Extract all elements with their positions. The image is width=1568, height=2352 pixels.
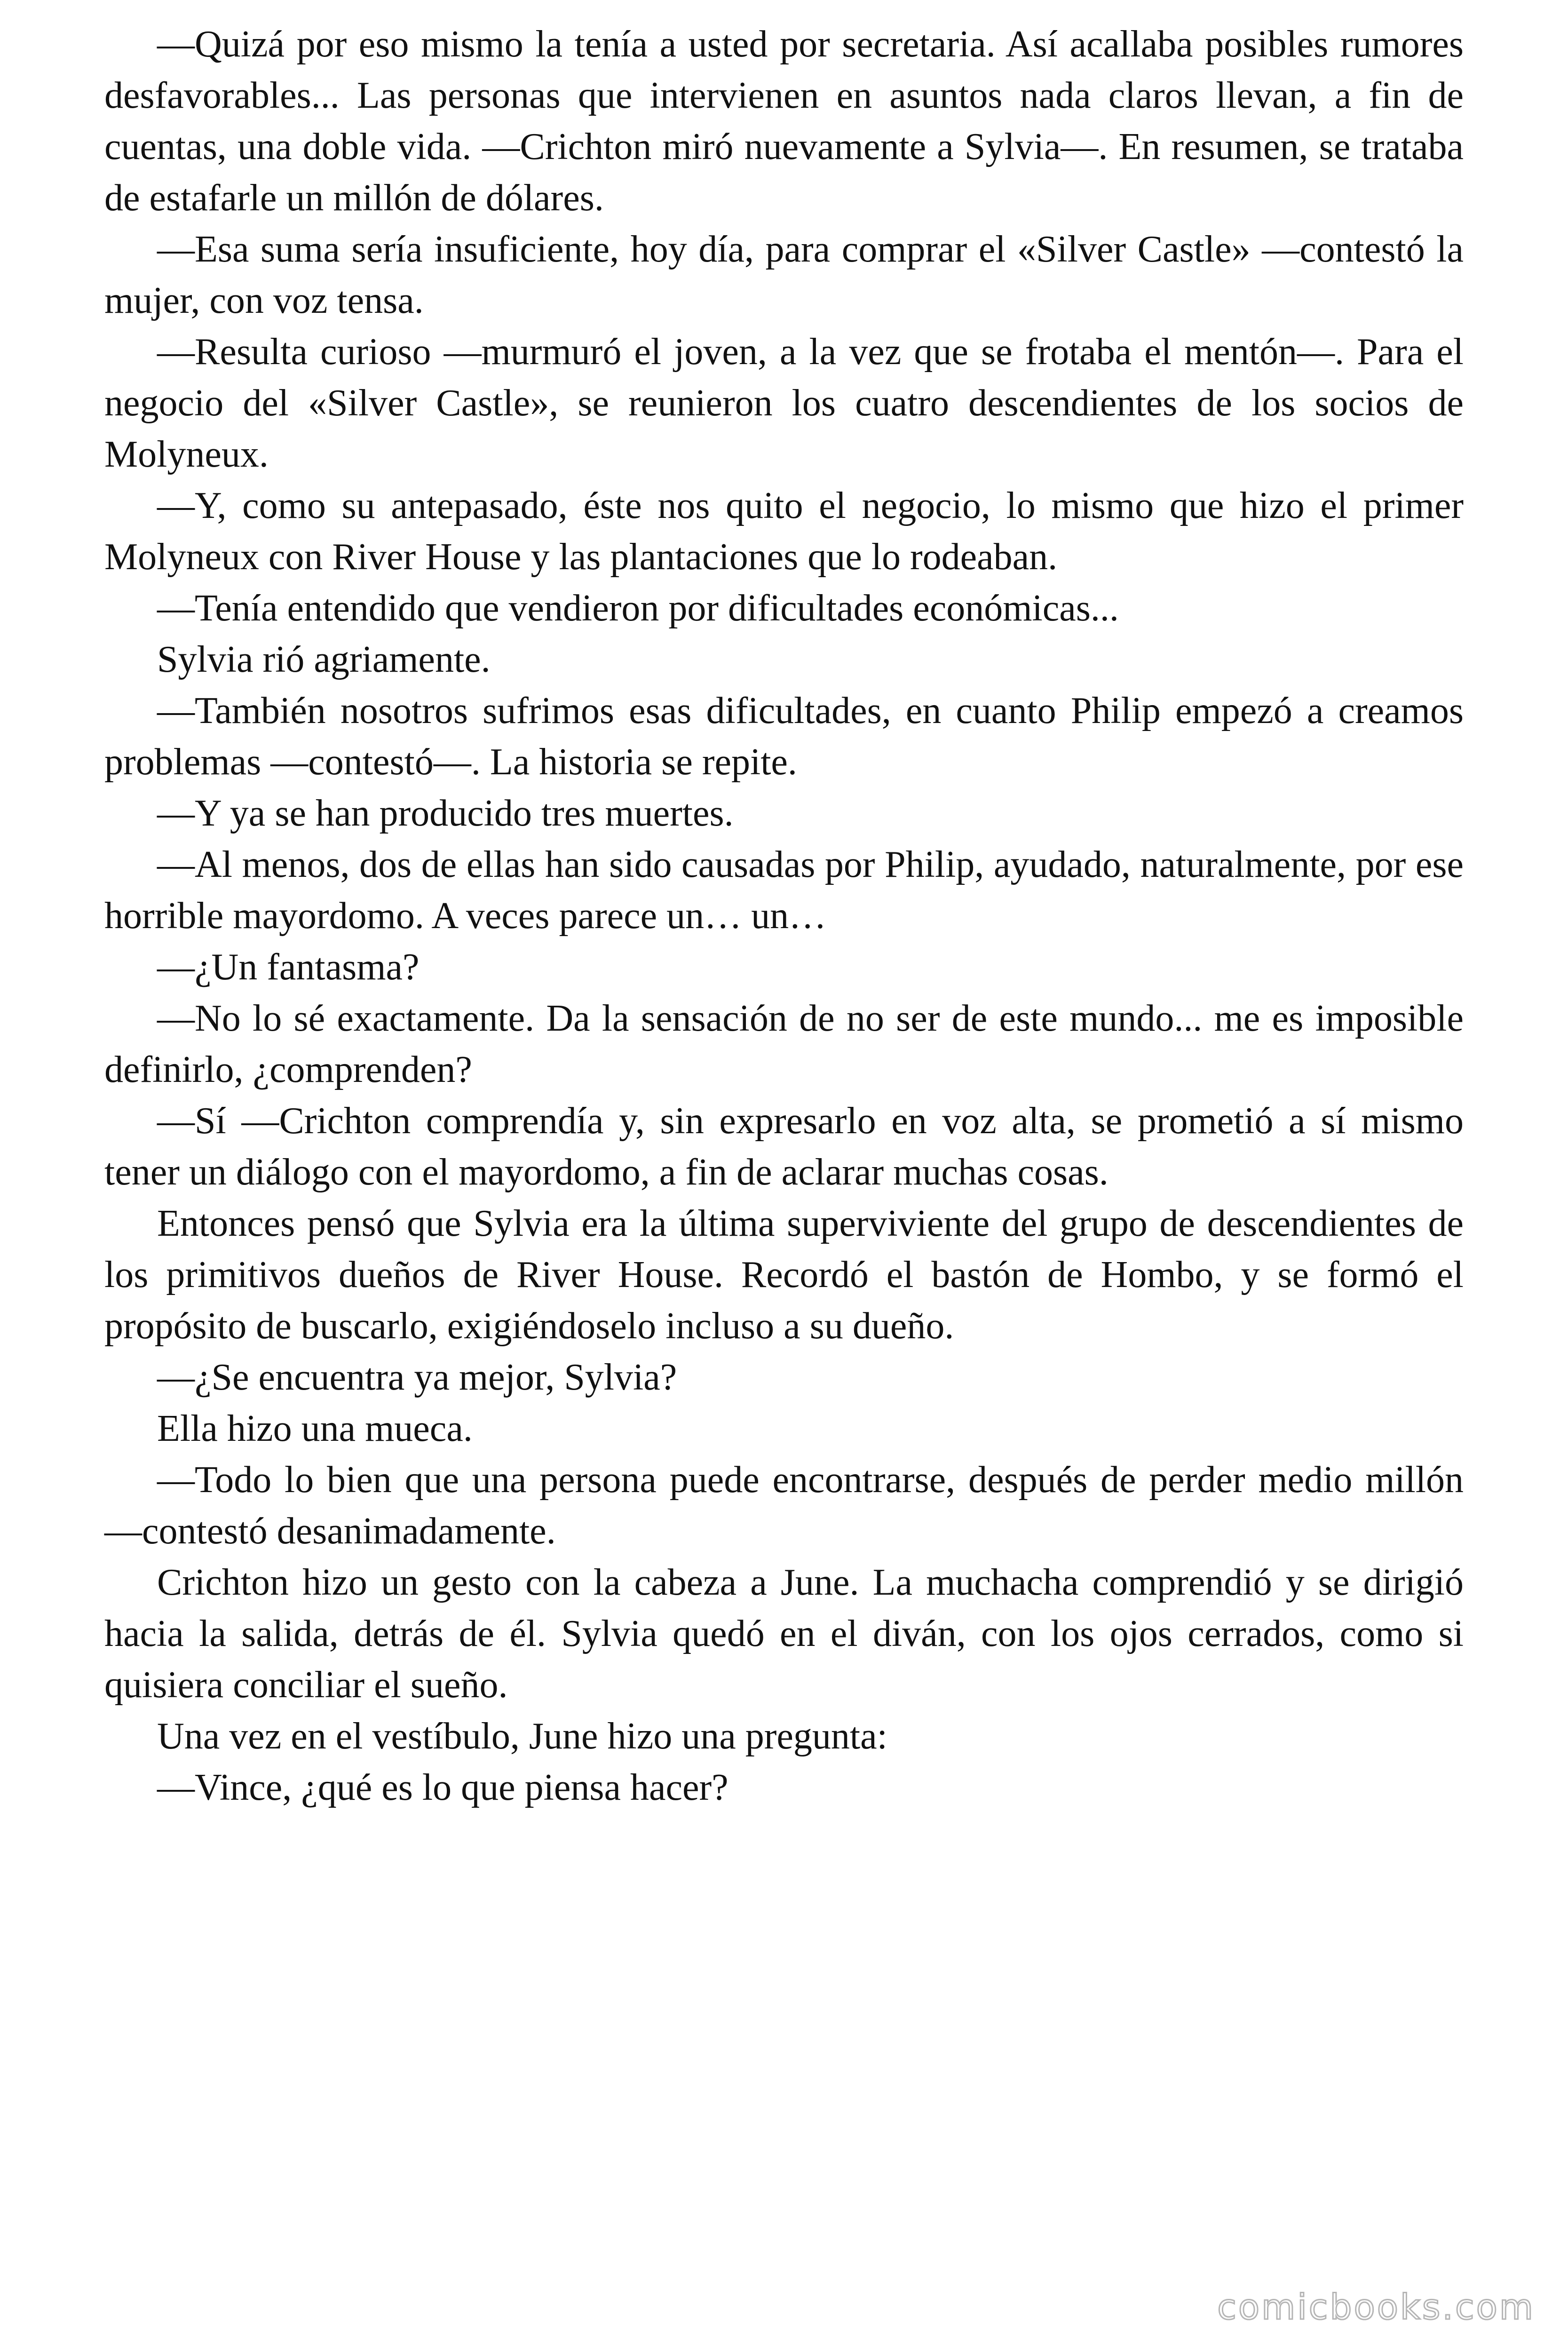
paragraph: —Todo lo bien que una persona puede encontrarse, después de perder medio millón —contestó desanimadamente.: [104, 1459, 1464, 1552]
paragraph: —Esa suma sería insuficiente, hoy día, para comprar el «Silver Castle» —contestó la mujer, con voz tensa.: [104, 229, 1464, 321]
paragraph: —No lo sé exactamente. Da la sensación de no ser de este mundo... me es imposible definirlo, ¿comprenden?: [104, 998, 1464, 1090]
body-text: [104, 19, 1464, 1813]
paragraph: Una vez en el vestíbulo, June hizo una pregunta:: [157, 1716, 887, 1757]
paragraph: —Sí —Crichton comprendía y, sin expresarlo en voz alta, se prometió a sí mismo tener un diálogo con el mayordomo, a fin de aclarar muchas cosas.: [104, 1100, 1464, 1193]
paragraph: —Vince, ¿qué es lo que piensa hacer?: [157, 1767, 729, 1808]
paragraph: —¿Un fantasma?: [157, 946, 420, 988]
paragraph: Ella hizo una mueca.: [157, 1408, 473, 1449]
paragraph: —Quizá por eso mismo la tenía a usted por secretaria. Así acallaba posibles rumores desfavorables... Las personas que intervienen en asuntos nada claros llevan, a fin de cuentas, una doble vida. —Crichton miró nuevamente a Sylvia—. En resumen, se trataba de estafarle un millón de dólares.: [104, 24, 1464, 219]
paragraph: Crichton hizo un gesto con la cabeza a June. La muchacha comprendió y se dirigió hacia la salida, detrás de él. Sylvia quedó en el diván, con los ojos cerrados, como si quisiera conciliar el sueño.: [104, 1562, 1464, 1706]
paragraph: —Al menos, dos de ellas han sido causadas por Philip, ayudado, naturalmente, por ese horrible mayordomo. A veces parece un… un…: [104, 844, 1464, 937]
paragraph: —Y, como su antepasado, éste nos quito el negocio, lo mismo que hizo el primer Molyneux con River House y las plantaciones que lo rodeaban.: [104, 485, 1464, 578]
paragraph: —También nosotros sufrimos esas dificultades, en cuanto Philip empezó a creamos problemas —contestó—. La historia se repite.: [104, 690, 1464, 783]
paragraph: —Tenía entendido que vendieron por dificultades económicas...: [157, 588, 1119, 629]
paragraph: —Resulta curioso —murmuró el joven, a la vez que se frotaba el mentón—. Para el negocio del «Silver Castle», se reunieron los cuatro descendientes de los socios de Molyneux.: [104, 331, 1464, 475]
paragraph: —¿Se encuentra ya mejor, Sylvia?: [157, 1357, 677, 1398]
watermark: comicbooks.com: [1217, 2287, 1535, 2328]
paragraph: Sylvia rió agriamente.: [157, 639, 491, 680]
paragraph: Entonces pensó que Sylvia era la última superviviente del grupo de descendientes de los primitivos dueños de River House. Recordó el bastón de Hombo, y se formó el propósito de buscarlo, exigiéndoselo incluso a su dueño.: [104, 1203, 1464, 1347]
paragraph: —Y ya se han producido tres muertes.: [157, 793, 734, 834]
